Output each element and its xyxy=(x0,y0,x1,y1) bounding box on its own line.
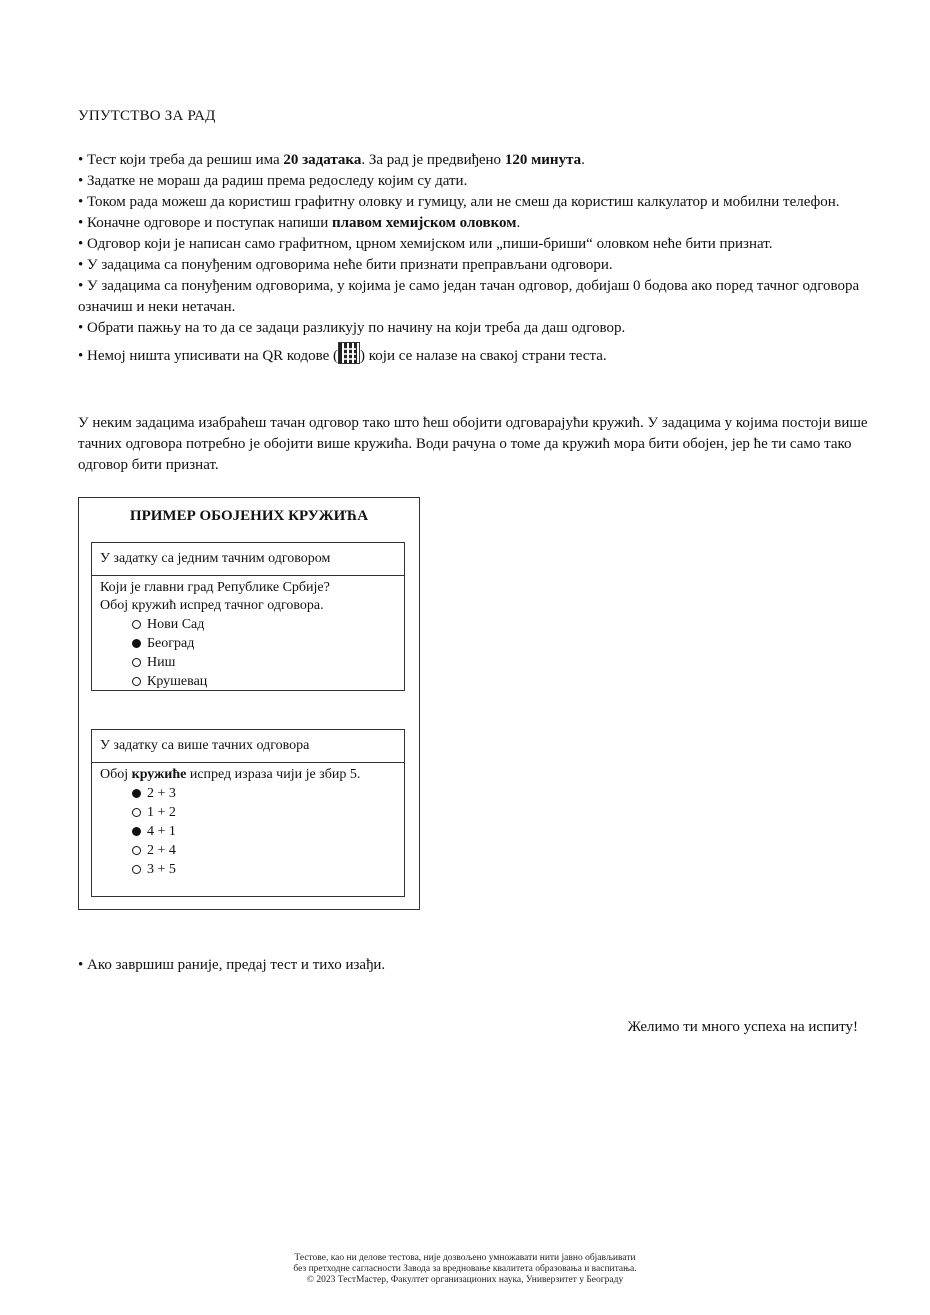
answer-options xyxy=(100,784,396,879)
qr-code-icon xyxy=(338,342,360,364)
answer-option[interactable]: 4 + 1 xyxy=(100,822,396,841)
answer-option[interactable]: Нови Сад xyxy=(100,615,396,634)
question-instruction: Обој кружић испред тачног одговора. xyxy=(100,598,324,613)
instruction-item: • Током рада можеш да користиш графитну оловку и гумицу, али не смеш да користиш калкулатор и мобилни телефон. xyxy=(78,194,840,210)
instruction-item-qr: • Немој ништа уписивати на QR кодове ( ) који се налазе на свакој страни теста. xyxy=(78,342,868,367)
footer-line: © 2023 ТестМастер, Факултет организационих наука, Универзитет у Београду xyxy=(306,1275,624,1285)
empty-circle-icon[interactable] xyxy=(132,865,141,874)
footer-line: Тестове, као ни делове тестова, није дозвољено умножавати нити јавно објављивати xyxy=(294,1253,636,1263)
example-title: ПРИМЕР ОБОЈЕНИХ КРУЖИЋА xyxy=(129,508,369,524)
answer-options xyxy=(100,615,396,691)
instruction-item: • У задацима са понуђеним одговорима неће бити признати преправљани одговори. xyxy=(78,257,613,273)
answer-option[interactable]: 1 + 2 xyxy=(100,803,396,822)
good-luck-message: Желимо ти много успеха на испиту! xyxy=(627,1019,858,1035)
instruction-item: • Коначне одговоре и поступак напиши плавом хемијском оловком. xyxy=(78,215,521,231)
empty-circle-icon[interactable] xyxy=(132,658,141,667)
filled-circle-icon[interactable] xyxy=(132,827,141,836)
instruction-list xyxy=(78,150,868,367)
page-heading: УПУТСТВО ЗА РАД xyxy=(78,108,216,124)
answer-option[interactable]: Ниш xyxy=(100,653,396,672)
instruction-item: • Одговор који је написан само графитном, црном хемијском или „пиши-бриши“ оловком неће бити признат. xyxy=(78,236,773,252)
answer-option[interactable]: Београд xyxy=(100,634,396,653)
footer-line: без претходне сагласности Завода за вредновање квалитета образовања и васпитања. xyxy=(293,1264,637,1274)
question-text: Који је главни град Републике Србије? xyxy=(100,580,330,595)
instruction-item: • Тест који треба да решиш има 20 задатака. За рад је предвиђено 120 минута. xyxy=(78,152,585,168)
instruction-item: • Задатке не мораш да радиш према редоследу којим су дати. xyxy=(78,173,468,189)
empty-circle-icon[interactable] xyxy=(132,620,141,629)
instruction-item: • У задацима са понуђеним одговорима, у којима је само један тачан одговор, добијаш 0 бодова ако поред тачног одговора означиш и неки нетачан. xyxy=(78,278,860,315)
finish-note: • Ако завршиш раније, предај тест и тихо изађи. xyxy=(78,957,386,973)
answer-option[interactable]: 2 + 3 xyxy=(100,784,396,803)
example-box xyxy=(78,497,420,910)
question-text: Обој кружиће испред израза чији је збир 5. xyxy=(100,767,361,782)
answer-option[interactable]: 3 + 5 xyxy=(100,860,396,879)
filled-circle-icon[interactable] xyxy=(132,639,141,648)
single-answer-heading: У задатку са једним тачним одговором xyxy=(92,543,404,576)
coloring-instructions: У неким задацима изабраћеш тачан одговор тако што ћеш обојити одговарајући кружић. У задацима у којима постоји више тачних одговора потребно је обојити више кружића. Води рачуна о томе да кружић мора бити обојен, јер ће ти само тако одговор бити признат. xyxy=(78,415,868,473)
answer-option[interactable]: Крушевац xyxy=(100,672,396,691)
empty-circle-icon[interactable] xyxy=(132,846,141,855)
multi-answer-example xyxy=(91,729,405,897)
empty-circle-icon[interactable] xyxy=(132,808,141,817)
multi-answer-heading: У задатку са више тачних одговора xyxy=(92,730,404,763)
answer-option[interactable]: 2 + 4 xyxy=(100,841,396,860)
filled-circle-icon[interactable] xyxy=(132,789,141,798)
empty-circle-icon[interactable] xyxy=(132,677,141,686)
instruction-item: • Обрати пажњу на то да се задаци разликују по начину на који треба да даш одговор. xyxy=(78,320,626,336)
single-answer-example xyxy=(91,542,405,691)
copyright-footer xyxy=(0,1253,930,1286)
